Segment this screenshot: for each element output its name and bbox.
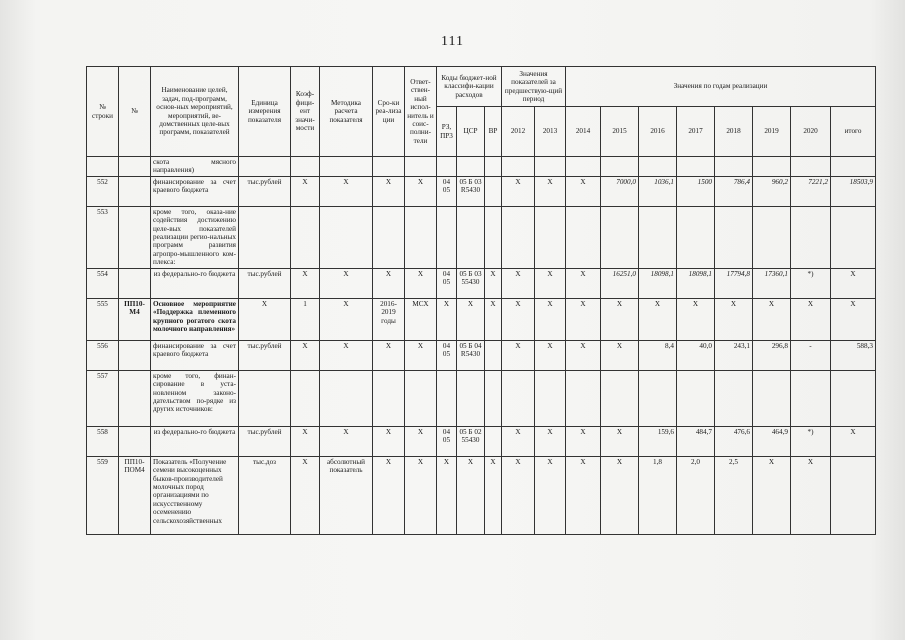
row-value-cell: 17360,1 [753, 268, 791, 298]
row-value-cell: Х [601, 298, 639, 340]
row-coef-cell: Х [291, 456, 320, 534]
row-coef-cell: Х [291, 176, 320, 206]
row-value-cell: 464,9 [753, 426, 791, 456]
row-value-cell: Х [831, 426, 876, 456]
header-year-2019: 2019 [753, 107, 791, 157]
row-term-cell: Х [373, 426, 405, 456]
row-method-cell [320, 157, 373, 177]
row-value-cell [601, 206, 639, 268]
row-csr-cell [457, 370, 485, 426]
table-row [87, 206, 876, 268]
row-value-cell: Х [677, 298, 715, 340]
row-value-cell: Х [791, 298, 831, 340]
row-value-cell [502, 157, 535, 177]
row-coef-cell: Х [291, 426, 320, 456]
row-term-cell: 2016-2019 годы [373, 298, 405, 340]
row-coef-cell [291, 370, 320, 426]
row-csr-cell: Х [457, 298, 485, 340]
header-coef: Коэф-фици-ент значи-мости [291, 67, 320, 157]
row-responsible-cell [405, 157, 437, 177]
row-value-cell: 18503,9 [831, 176, 876, 206]
row-term-cell: Х [373, 456, 405, 534]
row-value-cell [753, 157, 791, 177]
row-csr-cell: 05 Б 02 55430 [457, 426, 485, 456]
row-value-cell: 484,7 [677, 426, 715, 456]
row-name-cell: из федерально-го бюджета [151, 426, 239, 456]
row-value-cell: 17794,8 [715, 268, 753, 298]
row-code-cell: ПП10-ПОМ4 [119, 456, 151, 534]
table-row [87, 157, 876, 177]
table-row [87, 456, 876, 534]
row-name-cell: Показатель «Получение семени высокоценных быков-производителей молочных пород организациями по искусственному осеменению сельскохозяйственных [151, 456, 239, 534]
row-name-cell: Основное мероприятие «Поддержка племенного крупного рогатого скота молочного направления» [151, 298, 239, 340]
row-term-cell [373, 157, 405, 177]
row-value-cell: Х [535, 340, 566, 370]
row-number-cell: 555 [87, 298, 119, 340]
row-value-cell: 476,6 [715, 426, 753, 456]
table-header [87, 67, 876, 157]
row-term-cell: Х [373, 176, 405, 206]
row-value-cell: 588,3 [831, 340, 876, 370]
row-method-cell [320, 370, 373, 426]
header-year-2020: 2020 [791, 107, 831, 157]
row-rz-cell: 04 05 [437, 268, 457, 298]
header-years-values: Значения по годам реализации [566, 67, 876, 107]
row-responsible-cell: Х [405, 426, 437, 456]
row-value-cell: Х [601, 340, 639, 370]
row-value-cell: Х [535, 426, 566, 456]
row-number-cell [87, 157, 119, 177]
row-method-cell: Х [320, 340, 373, 370]
table-row [87, 426, 876, 456]
row-value-cell: Х [566, 268, 601, 298]
row-rz-cell: 04 05 [437, 176, 457, 206]
row-number-cell: 557 [87, 370, 119, 426]
row-method-cell: абсолютный показатель [320, 456, 373, 534]
table-row [87, 268, 876, 298]
row-rz-cell: 04 05 [437, 340, 457, 370]
row-value-cell: 7221,2 [791, 176, 831, 206]
row-method-cell: Х [320, 268, 373, 298]
row-name-cell: из федерально-го бюджета [151, 268, 239, 298]
row-value-cell [715, 157, 753, 177]
row-value-cell: Х [502, 268, 535, 298]
row-rz-cell: Х [437, 298, 457, 340]
row-code-cell [119, 176, 151, 206]
row-unit-cell: тыс.рублей [239, 268, 291, 298]
row-method-cell: Х [320, 426, 373, 456]
table-row [87, 176, 876, 206]
row-csr-cell [457, 157, 485, 177]
row-unit-cell [239, 370, 291, 426]
row-value-cell [566, 206, 601, 268]
row-value-cell: 1,8 [639, 456, 677, 534]
row-responsible-cell: Х [405, 268, 437, 298]
header-prev-values: Значения показателей за предшествую-щий период [502, 67, 566, 107]
row-csr-cell: 05 Б 03 55430 [457, 268, 485, 298]
row-value-cell [677, 370, 715, 426]
row-value-cell: Х [566, 176, 601, 206]
header-csr: ЦСР [457, 107, 485, 157]
row-value-cell [791, 370, 831, 426]
row-method-cell: Х [320, 298, 373, 340]
row-value-cell: Х [601, 426, 639, 456]
row-responsible-cell: Х [405, 340, 437, 370]
row-value-cell [677, 206, 715, 268]
row-term-cell [373, 206, 405, 268]
row-value-cell: 960,2 [753, 176, 791, 206]
row-method-cell [320, 206, 373, 268]
row-vr-cell: Х [485, 298, 502, 340]
page-number: 111 [441, 34, 464, 49]
row-code-cell [119, 426, 151, 456]
row-value-cell: Х [831, 268, 876, 298]
row-name-cell: кроме того, финан-сирование в уста-новленном законо-дательством по-рядке из других источников: [151, 370, 239, 426]
table-body [87, 157, 876, 535]
header-vr: ВР [485, 107, 502, 157]
row-value-cell [601, 370, 639, 426]
table-row [87, 298, 876, 340]
row-value-cell: 159,6 [639, 426, 677, 456]
row-unit-cell: тыс.рублей [239, 426, 291, 456]
header-year-2012: 2012 [502, 107, 535, 157]
row-number-cell: 552 [87, 176, 119, 206]
header-budget-codes: Коды бюджет-ной классифи-кации расходов [437, 67, 502, 107]
row-value-cell: - [791, 340, 831, 370]
row-value-cell [639, 157, 677, 177]
header-no: № [119, 67, 151, 157]
row-responsible-cell: МСХ [405, 298, 437, 340]
header-year-2015: 2015 [601, 107, 639, 157]
row-value-cell: 1500 [677, 176, 715, 206]
row-coef-cell [291, 157, 320, 177]
row-value-cell: 16251,0 [601, 268, 639, 298]
row-value-cell: Х [639, 298, 677, 340]
row-value-cell [535, 157, 566, 177]
row-value-cell: 786,4 [715, 176, 753, 206]
row-value-cell [502, 206, 535, 268]
row-value-cell [753, 206, 791, 268]
row-number-cell: 558 [87, 426, 119, 456]
row-value-cell: Х [502, 426, 535, 456]
row-code-cell [119, 340, 151, 370]
row-value-cell: 40,0 [677, 340, 715, 370]
header-total: итого [831, 107, 876, 157]
row-value-cell: 7000,0 [601, 176, 639, 206]
row-coef-cell: Х [291, 268, 320, 298]
row-value-cell: *) [791, 268, 831, 298]
row-value-cell: Х [502, 456, 535, 534]
row-value-cell: 18098,1 [639, 268, 677, 298]
row-value-cell: Х [502, 340, 535, 370]
row-value-cell: Х [566, 456, 601, 534]
row-value-cell [831, 456, 876, 534]
row-code-cell [119, 157, 151, 177]
row-unit-cell: Х [239, 298, 291, 340]
row-value-cell: Х [502, 176, 535, 206]
row-csr-cell: Х [457, 456, 485, 534]
row-coef-cell: Х [291, 340, 320, 370]
row-vr-cell [485, 157, 502, 177]
row-value-cell [639, 206, 677, 268]
row-vr-cell [485, 176, 502, 206]
row-value-cell: *) [791, 426, 831, 456]
row-value-cell: Х [566, 340, 601, 370]
row-unit-cell: тыс.доз [239, 456, 291, 534]
row-rz-cell: 04 05 [437, 426, 457, 456]
row-value-cell: Х [753, 298, 791, 340]
row-value-cell: Х [535, 456, 566, 534]
header-year-2013: 2013 [535, 107, 566, 157]
row-name-cell: финансирование за счет краевого бюджета [151, 340, 239, 370]
table-row [87, 340, 876, 370]
header-term: Сро-ки реа-лиза ции [373, 67, 405, 157]
row-rz-cell [437, 157, 457, 177]
row-code-cell [119, 370, 151, 426]
row-value-cell: Х [601, 456, 639, 534]
header-name: Наименование целей, задач, под-программ, основ-ных мероприятий, мероприятий, ве-домственных целе-вых программ, показателей [151, 67, 239, 157]
row-value-cell [535, 370, 566, 426]
row-value-cell: Х [535, 176, 566, 206]
row-number-cell: 554 [87, 268, 119, 298]
row-value-cell [601, 157, 639, 177]
row-responsible-cell: Х [405, 456, 437, 534]
program-table [86, 66, 876, 535]
header-year-2016: 2016 [639, 107, 677, 157]
row-value-cell: Х [502, 298, 535, 340]
row-value-cell [715, 206, 753, 268]
row-value-cell: Х [753, 456, 791, 534]
row-value-cell [831, 206, 876, 268]
row-value-cell [753, 370, 791, 426]
row-vr-cell [485, 340, 502, 370]
row-rz-cell [437, 370, 457, 426]
header-year-2014: 2014 [566, 107, 601, 157]
header-row-no: № строки [87, 67, 119, 157]
row-value-cell [639, 370, 677, 426]
row-value-cell: Х [715, 298, 753, 340]
row-value-cell [566, 157, 601, 177]
header-method: Методика расчета показателя [320, 67, 373, 157]
row-unit-cell [239, 157, 291, 177]
row-responsible-cell [405, 206, 437, 268]
row-value-cell [831, 370, 876, 426]
row-code-cell [119, 268, 151, 298]
row-vr-cell [485, 370, 502, 426]
header-responsible: Ответ-ствен-ный испол-нитель и соис-полни-тели [405, 67, 437, 157]
row-term-cell: Х [373, 340, 405, 370]
row-name-cell: кроме того, оказа-ние содействия достижению целе-вых показателей реализации регио-нальных программ развития агропро-мышленного ком-плекса: [151, 206, 239, 268]
row-value-cell [791, 157, 831, 177]
row-unit-cell: тыс.рублей [239, 340, 291, 370]
row-csr-cell: 05 Б 03 R5430 [457, 176, 485, 206]
row-number-cell: 559 [87, 456, 119, 534]
row-coef-cell [291, 206, 320, 268]
row-value-cell: 1036,1 [639, 176, 677, 206]
table-row [87, 370, 876, 426]
row-value-cell: 8,4 [639, 340, 677, 370]
row-value-cell: 18098,1 [677, 268, 715, 298]
row-value-cell: 2,0 [677, 456, 715, 534]
row-coef-cell: 1 [291, 298, 320, 340]
row-code-cell: ПП10-М4 [119, 298, 151, 340]
row-value-cell: 296,8 [753, 340, 791, 370]
row-value-cell: 2,5 [715, 456, 753, 534]
row-method-cell: Х [320, 176, 373, 206]
row-value-cell [502, 370, 535, 426]
row-value-cell [791, 206, 831, 268]
header-rz: РЗ, ПР3 [437, 107, 457, 157]
row-value-cell: Х [791, 456, 831, 534]
row-value-cell [566, 370, 601, 426]
row-csr-cell [457, 206, 485, 268]
row-vr-cell: Х [485, 268, 502, 298]
row-unit-cell [239, 206, 291, 268]
row-csr-cell: 05 Б 04 R5430 [457, 340, 485, 370]
row-term-cell [373, 370, 405, 426]
row-name-cell: финансирование за счет краевого бюджета [151, 176, 239, 206]
row-responsible-cell: Х [405, 176, 437, 206]
row-value-cell [535, 206, 566, 268]
row-value-cell: Х [566, 298, 601, 340]
row-number-cell: 553 [87, 206, 119, 268]
row-value-cell [715, 370, 753, 426]
row-vr-cell: Х [485, 456, 502, 534]
row-name-cell: скота мясного направления) [151, 157, 239, 177]
row-number-cell: 556 [87, 340, 119, 370]
row-term-cell: Х [373, 268, 405, 298]
header-year-2018: 2018 [715, 107, 753, 157]
row-code-cell [119, 206, 151, 268]
row-rz-cell: Х [437, 456, 457, 534]
row-value-cell [831, 157, 876, 177]
row-vr-cell [485, 426, 502, 456]
header-year-2017: 2017 [677, 107, 715, 157]
row-value-cell: 243,1 [715, 340, 753, 370]
row-vr-cell [485, 206, 502, 268]
row-unit-cell: тыс.рублей [239, 176, 291, 206]
row-responsible-cell [405, 370, 437, 426]
header-unit: Единица измерения показателя [239, 67, 291, 157]
row-value-cell: Х [535, 268, 566, 298]
row-value-cell: Х [535, 298, 566, 340]
row-value-cell [677, 157, 715, 177]
row-rz-cell [437, 206, 457, 268]
row-value-cell: Х [566, 426, 601, 456]
row-value-cell: Х [831, 298, 876, 340]
